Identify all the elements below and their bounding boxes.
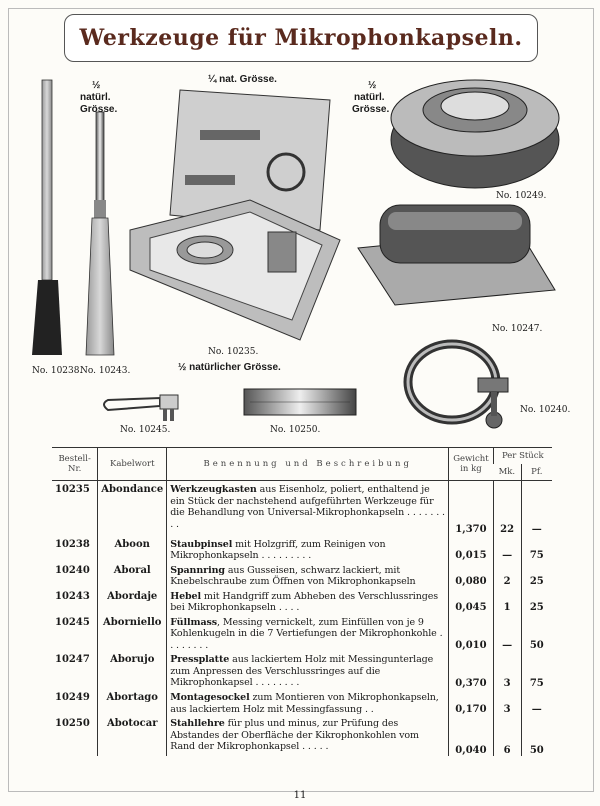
price-pf-cell: 50 bbox=[521, 715, 552, 756]
order-number-cell: 10247 bbox=[55, 654, 90, 665]
header-weight: Gewicht in kg bbox=[449, 448, 493, 481]
cable-word-cell: Aborniello bbox=[98, 614, 167, 652]
price-mk-cell: — bbox=[493, 536, 521, 562]
press-plate-image bbox=[358, 205, 555, 305]
item-description: aus Eisenholz, poliert, enthaltend je ein Stück der nachstehend aufgeführten Werkzeuge für die Behandlung von Universal-Mikrophonkapseln . . . . . . . . . bbox=[170, 484, 445, 530]
table-row bbox=[52, 614, 552, 652]
table-row bbox=[52, 689, 552, 715]
header-order-no: Bestell-Nr. bbox=[52, 448, 98, 481]
label-10243: No. 10243. bbox=[80, 366, 131, 376]
price-pf-cell: 25 bbox=[521, 588, 552, 614]
price-mk-cell: 2 bbox=[493, 562, 521, 588]
caption-half-left: ½ bbox=[92, 80, 101, 91]
weight-cell: 0,045 bbox=[449, 588, 493, 614]
item-name: Hebel bbox=[170, 590, 202, 602]
label-10235: No. 10235. bbox=[208, 347, 259, 357]
caption-half-natural-bottom: ½ natürlicher Grösse. bbox=[178, 362, 281, 373]
price-pf-cell: — bbox=[521, 481, 552, 536]
order-number-cell: 10249 bbox=[55, 692, 90, 703]
order-number-cell: 10250 bbox=[55, 718, 90, 729]
steel-gauge-image bbox=[244, 389, 356, 415]
lever-image bbox=[86, 112, 114, 355]
table-row bbox=[52, 481, 552, 536]
weight-cell: 0,040 bbox=[449, 715, 493, 756]
price-pf-cell: 75 bbox=[521, 536, 552, 562]
page-title: Werkzeuge für Mikrophonkapseln. bbox=[79, 25, 523, 51]
description-cell bbox=[167, 651, 449, 689]
description-cell bbox=[167, 689, 449, 715]
item-description: aus Gusseisen, schwarz lackiert, mit Knebelschraube zum Öffnen von Mikrophonkapseln bbox=[170, 564, 416, 587]
description-cell bbox=[167, 588, 449, 614]
cable-word-cell: Abordaje bbox=[98, 588, 167, 614]
item-name: Staubpinsel bbox=[170, 538, 233, 550]
table-row bbox=[52, 536, 552, 562]
caption-natural-left-1: natürl. bbox=[80, 92, 111, 103]
description-cell bbox=[167, 715, 449, 756]
header-mk: Mk. bbox=[493, 464, 521, 481]
cable-word-cell: Abotocar bbox=[98, 715, 167, 756]
price-mk-cell: 22 bbox=[493, 481, 521, 536]
filler-image bbox=[104, 395, 178, 421]
price-pf-cell: — bbox=[521, 689, 552, 715]
label-10240: No. 10240. bbox=[520, 405, 571, 415]
label-10247: No. 10247. bbox=[492, 324, 543, 334]
order-number-cell: 10245 bbox=[55, 616, 90, 628]
item-name: Füllmass bbox=[170, 616, 217, 628]
header-pf: Pf. bbox=[521, 464, 552, 481]
item-name: Montagesockel bbox=[170, 692, 250, 703]
cable-word-cell: Abortago bbox=[98, 689, 167, 715]
item-name: Spannring bbox=[170, 564, 225, 576]
header-description: Benennung und Beschreibung bbox=[167, 448, 449, 481]
tool-box-image bbox=[130, 90, 340, 340]
label-10249: No. 10249. bbox=[496, 191, 547, 201]
description-cell bbox=[167, 562, 449, 588]
mounting-base-image bbox=[391, 80, 559, 188]
item-description: , Messing vernickelt, zum Einfüllen von je 9 Kohlenkugeln in die 7 Vertiefungen der Mikrophonkohle . . . . . . . . bbox=[170, 616, 443, 651]
cable-word-cell: Aboral bbox=[98, 562, 167, 588]
description-cell bbox=[167, 536, 449, 562]
caption-natural-left-2: Grösse. bbox=[80, 104, 118, 115]
order-number-cell: 10240 bbox=[55, 564, 90, 576]
order-number-cell: 10235 bbox=[55, 484, 90, 495]
dust-brush-image bbox=[32, 80, 62, 355]
item-name: Stahllehre bbox=[170, 718, 225, 729]
description-cell bbox=[167, 614, 449, 652]
item-name: Werkzeugkasten bbox=[170, 484, 257, 495]
table-row bbox=[52, 562, 552, 588]
caption-natural-right-1: natürl. bbox=[354, 92, 385, 103]
order-number-cell: 10243 bbox=[55, 590, 90, 602]
caption-quarter-natural: ¼ nat. Grösse. bbox=[208, 74, 277, 85]
weight-cell: 0,370 bbox=[449, 651, 493, 689]
price-pf-cell: 50 bbox=[521, 614, 552, 652]
description-cell bbox=[167, 481, 449, 536]
caption-natural-right-2: Grösse. bbox=[352, 104, 390, 115]
label-10250: No. 10250. bbox=[270, 425, 321, 435]
price-mk-cell: 3 bbox=[493, 689, 521, 715]
table-row bbox=[52, 588, 552, 614]
weight-cell: 0,080 bbox=[449, 562, 493, 588]
cable-word-cell: Abondance bbox=[98, 481, 167, 536]
table-header-row bbox=[52, 448, 552, 465]
price-mk-cell: 6 bbox=[493, 715, 521, 756]
label-10238: No. 10238. bbox=[32, 366, 83, 376]
price-mk-cell: 3 bbox=[493, 651, 521, 689]
weight-cell: 0,015 bbox=[449, 536, 493, 562]
cable-word-cell: Aborujo bbox=[98, 651, 167, 689]
item-name: Pressplatte bbox=[170, 654, 230, 665]
clamp-ring-image bbox=[408, 344, 508, 428]
cable-word-cell: Aboon bbox=[98, 536, 167, 562]
header-cable-word: Kabelwort bbox=[98, 448, 167, 481]
weight-cell: 0,170 bbox=[449, 689, 493, 715]
item-description: aus lackiertem Holz mit Messingunterlage zum Anpressen des Verschlussringes auf die Mikrophonkapsel . . . . . . . . bbox=[170, 654, 434, 688]
item-description: mit Holzgriff, zum Reinigen von Mikrophonkapseln . . . . . . . . . bbox=[170, 538, 386, 561]
order-number-cell: 10238 bbox=[55, 538, 90, 550]
price-pf-cell: 25 bbox=[521, 562, 552, 588]
weight-cell: 1,370 bbox=[449, 481, 493, 536]
item-description: mit Handgriff zum Abheben des Verschlussringes bei Mikrophonkapseln . . . . bbox=[170, 590, 439, 613]
price-mk-cell: — bbox=[493, 614, 521, 652]
caption-half-right: ½ bbox=[368, 80, 377, 91]
label-10245: No. 10245. bbox=[120, 425, 171, 435]
table-row bbox=[52, 715, 552, 756]
header-per-piece: Per Stück bbox=[493, 448, 552, 465]
weight-cell: 0,010 bbox=[449, 614, 493, 652]
page-number: 11 bbox=[293, 790, 307, 801]
item-description: für plus und minus, zur Prüfung des Abstandes der Oberfläche der Kikrophonkohlen vom Rand der Mikrophonkapsel . . . . . bbox=[170, 718, 419, 752]
catalog-table bbox=[52, 447, 552, 756]
table-row bbox=[52, 651, 552, 689]
price-mk-cell: 1 bbox=[493, 588, 521, 614]
item-description: zum Montieren von Mikrophonkapseln, aus lackiertem Holz mit Messingfassung . . bbox=[170, 692, 439, 715]
price-pf-cell: 75 bbox=[521, 651, 552, 689]
